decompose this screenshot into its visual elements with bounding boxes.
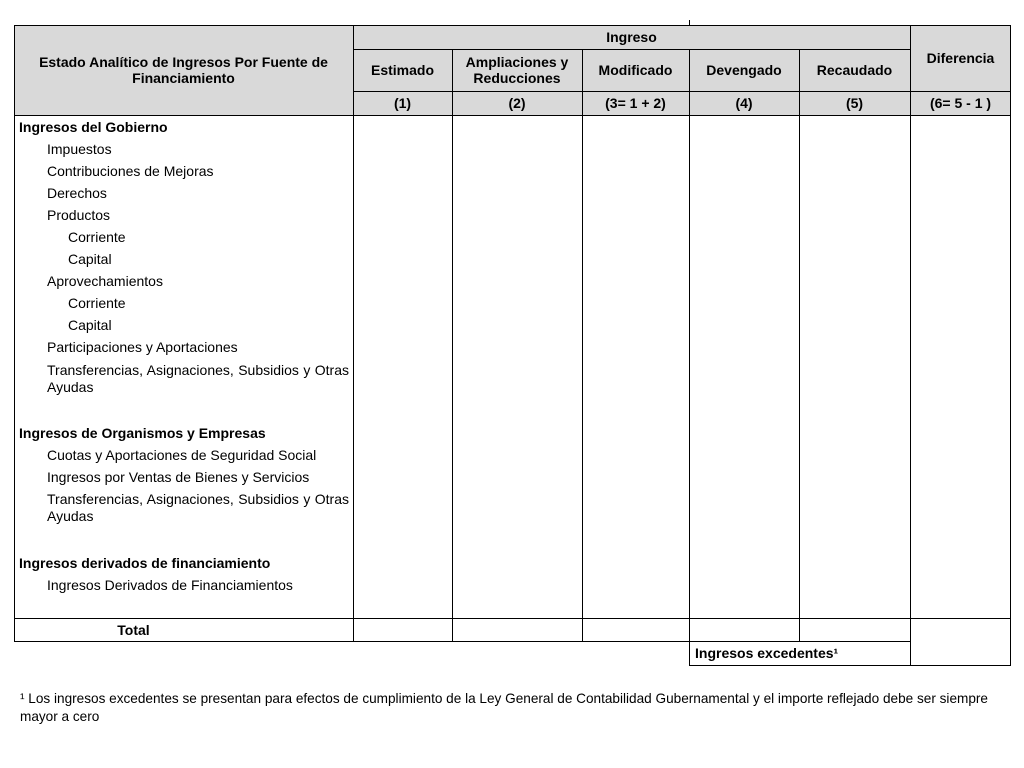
column-header-text: Modificado <box>598 62 673 78</box>
column-number <box>799 91 910 115</box>
section-heading <box>19 555 270 572</box>
column-header-text: Devengado <box>706 62 782 78</box>
total-label <box>14 619 253 641</box>
row-label <box>47 339 238 356</box>
group-header-ingreso <box>353 25 910 49</box>
row-label <box>47 273 163 290</box>
column-header-text: Recaudado <box>816 62 893 78</box>
row-label <box>68 317 112 334</box>
row-label <box>47 491 349 525</box>
row-label-text: Aprovechamientos <box>47 273 163 289</box>
table-title-text: Estado Analítico de Ingresos Por Fuente de Financiamiento <box>39 54 328 86</box>
total-label-text: Total <box>117 622 150 638</box>
column-number-text: (4) <box>735 95 753 111</box>
row-label-text: Transferencias, Asignaciones, Subsidios y Otras Ayudas <box>47 491 349 524</box>
column-number-text: (3= 1 + 2) <box>605 95 666 111</box>
column-header-estimado <box>353 49 452 91</box>
row-label-text: Capital <box>68 251 112 267</box>
column-header-modificado <box>582 49 689 91</box>
column-number <box>452 91 582 115</box>
grid-line <box>910 25 911 666</box>
grid-line <box>14 115 1011 116</box>
column-header-text: Diferencia <box>926 50 995 66</box>
grid-line <box>799 49 800 641</box>
group-header-text: Ingreso <box>606 29 657 45</box>
grid-line <box>582 49 583 641</box>
excedentes-label <box>695 644 838 662</box>
section-heading-text: Ingresos derivados de financiamiento <box>19 555 271 571</box>
column-number <box>910 91 1011 115</box>
column-number <box>689 91 799 115</box>
column-number <box>582 91 689 115</box>
section-heading-text: Ingresos del Gobierno <box>19 119 168 135</box>
grid-line <box>689 49 690 666</box>
grid-line <box>353 25 354 641</box>
row-label-text: Contribuciones de Mejoras <box>47 163 214 179</box>
grid-line <box>14 641 911 642</box>
column-number-text: (6= 5 - 1 ) <box>929 95 992 111</box>
section-heading <box>19 425 266 442</box>
column-number-text: (5) <box>845 95 864 111</box>
row-label-text: Ingresos por Ventas de Bienes y Servicios <box>47 469 310 485</box>
column-header-ampliaciones <box>452 49 582 91</box>
row-label <box>68 295 126 312</box>
column-number-text: (2) <box>508 95 526 111</box>
section-heading <box>19 119 168 136</box>
row-label-text: Cuotas y Aportaciones de Seguridad Social <box>47 447 317 463</box>
section-heading-text: Ingresos de Organismos y Empresas <box>19 425 266 441</box>
row-label <box>47 207 110 224</box>
column-header-devengado <box>689 49 799 91</box>
row-label-text: Participaciones y Aportaciones <box>47 339 238 355</box>
row-label-text: Transferencias, Asignaciones, Subsidios y Otras Ayudas <box>47 362 349 395</box>
column-number <box>353 91 452 115</box>
grid-line <box>14 25 1011 26</box>
column-number-text: (1) <box>393 95 412 111</box>
row-label-text: Impuestos <box>47 141 112 157</box>
grid-line <box>14 618 1011 619</box>
grid-line <box>1010 25 1011 666</box>
row-label <box>68 229 126 246</box>
column-header-diferencia <box>910 25 1011 91</box>
row-label-text: Corriente <box>68 295 126 311</box>
column-header-text: Estimado <box>370 62 434 78</box>
row-label <box>47 141 112 158</box>
column-header-text: Ampliaciones y Reducciones <box>465 54 569 86</box>
excedentes-label-text: Ingresos excedentes¹ <box>695 645 839 661</box>
row-label-text: Capital <box>68 317 112 333</box>
row-label <box>47 185 107 202</box>
table-title <box>14 25 353 115</box>
row-label <box>47 447 316 464</box>
grid-line <box>353 49 910 50</box>
grid-line <box>353 91 1011 92</box>
column-header-recaudado <box>799 49 910 91</box>
row-label <box>68 251 112 268</box>
row-label-text: Derechos <box>47 185 107 201</box>
row-label <box>47 469 309 486</box>
grid-line <box>689 665 1011 666</box>
row-label-text: Productos <box>47 207 111 223</box>
row-label-text: Ingresos Derivados de Financiamientos <box>47 577 293 593</box>
footnote-text: ¹ Los ingresos excedentes se presentan para efectos de cumplimiento de la Ley General de Contabilidad Gubernamental y el importe reflejado debe ser siempre mayor a cero <box>20 691 988 724</box>
row-label <box>47 577 293 594</box>
row-label <box>47 362 349 396</box>
grid-line <box>14 25 15 641</box>
row-label <box>47 163 214 180</box>
footnote <box>20 690 1010 726</box>
grid-line <box>452 49 453 641</box>
row-label-text: Corriente <box>68 229 126 245</box>
